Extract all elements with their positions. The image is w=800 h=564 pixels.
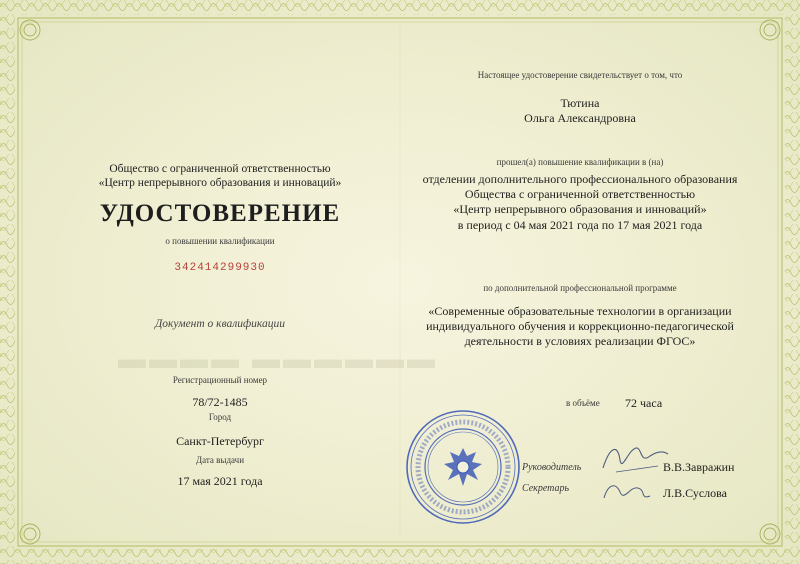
- org-line-1: Общество с ограниченной ответственностью: [109, 163, 331, 175]
- intro-text: Настоящее удостоверение свидетельствует о том, что: [477, 70, 683, 80]
- city: Санкт-Петербург: [176, 434, 264, 448]
- volume-label: в объёме: [566, 398, 600, 408]
- issue-date: 17 мая 2021 года: [177, 474, 263, 488]
- secretary-signature: [598, 478, 658, 506]
- reg-number: 78/72-1485: [192, 395, 248, 409]
- org-line-2: «Центр непрерывного образования и инноваций»: [98, 177, 342, 189]
- study-period: в период с 04 мая 2021 года по 17 мая 2021 года: [457, 218, 703, 232]
- document-title: УДОСТОВЕРЕНИЕ: [99, 200, 341, 227]
- program-label: по дополнительной профессиональной программе: [483, 283, 677, 293]
- serial-number: 342414299930: [174, 262, 266, 274]
- recipient-surname: Тютина: [560, 96, 600, 110]
- department-line-2: Общества с ограниченной ответственностью: [464, 187, 696, 201]
- issue-date-label: Дата выдачи: [195, 455, 245, 465]
- department-line-1: отделении дополнительного профессионального образования: [422, 172, 738, 186]
- head-label: Руководитель: [522, 462, 582, 473]
- official-seal: [404, 408, 522, 526]
- department-line-3: «Центр непрерывного образования и инноваций»: [453, 202, 707, 216]
- program-line-2: индивидуального обучения и коррекционно-педагогической: [426, 319, 734, 333]
- passed-label: прошел(а) повышение квалификации в (на): [496, 157, 664, 167]
- head-name: В.В.Завражин: [663, 460, 735, 474]
- recipient-name: Ольга Александровна: [524, 111, 636, 125]
- document-subtitle: о повышении квалификации: [165, 236, 275, 246]
- city-label: Город: [208, 412, 232, 422]
- volume-hours: 72 часа: [625, 396, 663, 410]
- program-line-3: деятельности в условиях реализации ФГОС»: [464, 334, 696, 348]
- secretary-name: Л.В.Суслова: [663, 486, 727, 500]
- ghost-watermark: ▬▬▬▬▬▬ ▬▬▬▬: [115, 344, 435, 375]
- secretary-label: Секретарь: [522, 483, 570, 494]
- reg-number-label: Регистрационный номер: [172, 375, 268, 385]
- program-line-1: «Современные образовательные технологии в организации: [428, 304, 732, 318]
- document-type: Документ о квалификации: [154, 318, 286, 330]
